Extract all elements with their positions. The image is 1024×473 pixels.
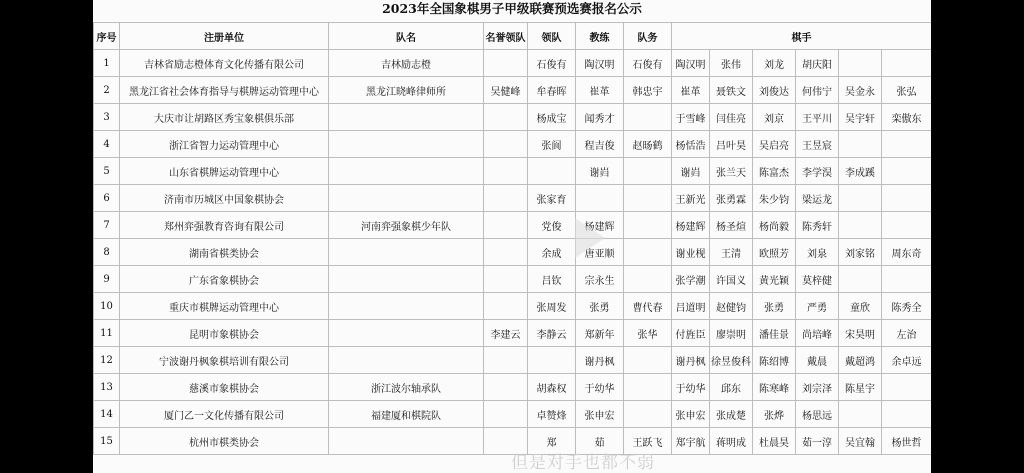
header-no: 序号 [94,23,120,50]
cell-coach [576,185,624,212]
cell-affairs: 张华 [624,320,672,347]
cell-player: 吴启亮 [753,131,796,158]
cell-affairs: 赵旸鹤 [624,131,672,158]
play-icon[interactable] [575,218,605,258]
cell-org: 吉林省励志橙体育文化传播有限公司 [120,50,329,77]
cell-no: 15 [94,428,120,455]
cell-org: 黑龙江省社会体育指导与棋牌运动管理中心 [120,77,329,104]
table-row [94,374,932,401]
table-row [94,77,932,104]
header-coach: 教练 [576,23,624,50]
cell-player: 周东奇 [882,239,932,266]
cell-team [329,158,484,185]
cell-affairs [624,401,672,428]
cell-coach: 陶汉明 [576,50,624,77]
header-org: 注册单位 [120,23,329,50]
cell-org: 大庆市让胡路区秀宝象棋俱乐部 [120,104,329,131]
cell-team [329,104,484,131]
table-row [94,50,932,77]
cell-no: 6 [94,185,120,212]
table-body [94,50,932,455]
table-row [94,347,932,374]
cell-player: 刘家铭 [839,239,882,266]
cell-team: 黑龙江晓峰律师所 [329,77,484,104]
cell-team [329,320,484,347]
cell-player: 于雪峰 [672,104,710,131]
cell-coach: 唐亚顺 [576,239,624,266]
cell-player: 陈富杰 [753,158,796,185]
cell-no: 5 [94,158,120,185]
cell-honorary-leader: 吴健峰 [484,77,528,104]
cell-affairs [624,239,672,266]
page-title: 2023年全国象棋男子甲级联赛预选赛报名公示 [382,1,642,16]
cell-player: 陈星宇 [839,374,882,401]
cell-player: 栾傲东 [882,104,932,131]
cell-honorary-leader [484,347,528,374]
cell-affairs [624,266,672,293]
cell-honorary-leader [484,239,528,266]
cell-player: 童欣 [839,293,882,320]
cell-org: 厦门乙一文化传播有限公司 [120,401,329,428]
cell-player: 陶汉明 [672,50,710,77]
cell-player: 戴晨 [796,347,839,374]
cell-leader [528,347,576,374]
cell-affairs: 曹代春 [624,293,672,320]
cell-player: 王清 [710,239,753,266]
cell-player: 杨建辉 [672,212,710,239]
cell-no: 1 [94,50,120,77]
table-header-row [94,23,932,50]
table-row [94,293,932,320]
cell-leader: 张阆 [528,131,576,158]
cell-player: 于幼华 [672,374,710,401]
cell-coach: 杨建辉 [576,212,624,239]
cell-coach: 张勇 [576,293,624,320]
cell-player: 李学淏 [796,158,839,185]
cell-team [329,185,484,212]
cell-honorary-leader [484,212,528,239]
cell-org: 重庆市棋牌运动管理中心 [120,293,329,320]
cell-no: 2 [94,77,120,104]
cell-org: 郑州弈强教育咨询有限公司 [120,212,329,239]
cell-player [839,401,882,428]
subtitle-watermark: 但是对手也都不弱 [511,453,655,473]
cell-player: 廖崇明 [710,320,753,347]
cell-player: 严勇 [796,293,839,320]
cell-player: 王平川 [796,104,839,131]
cell-honorary-leader [484,104,528,131]
cell-player: 吕道明 [672,293,710,320]
cell-player: 尚培峰 [796,320,839,347]
cell-player: 杨尚毅 [753,212,796,239]
cell-player: 张伟 [710,50,753,77]
cell-affairs [624,374,672,401]
cell-player: 王新光 [672,185,710,212]
cell-no: 13 [94,374,120,401]
registration-table [93,22,931,455]
cell-leader: 石俊有 [528,50,576,77]
cell-honorary-leader [484,374,528,401]
cell-player [882,374,932,401]
cell-player: 吴金永 [839,77,882,104]
cell-player [839,212,882,239]
cell-leader: 李静云 [528,320,576,347]
cell-player: 王昱宸 [796,131,839,158]
cell-player: 杨世哲 [882,428,932,455]
cell-player [882,185,932,212]
cell-player: 陈秀全 [882,293,932,320]
table-row [94,320,932,347]
cell-player: 吴宜翰 [839,428,882,455]
cell-honorary-leader [484,293,528,320]
table-row [94,131,932,158]
cell-player: 张弘 [882,77,932,104]
cell-team [329,347,484,374]
cell-team [329,131,484,158]
cell-player: 徐昱俊科 [710,347,753,374]
cell-affairs [624,185,672,212]
cell-player: 梁运龙 [796,185,839,212]
header-players: 棋手 [672,23,932,50]
cell-no: 7 [94,212,120,239]
cell-honorary-leader [484,266,528,293]
cell-player [882,401,932,428]
cell-player: 陈秀轩 [796,212,839,239]
cell-player: 宋昊明 [839,320,882,347]
cell-leader: 吕钦 [528,266,576,293]
cell-coach: 谢丹枫 [576,347,624,374]
cell-org: 慈溪市象棋协会 [120,374,329,401]
cell-leader [528,158,576,185]
cell-affairs: 石俊有 [624,50,672,77]
cell-player [882,158,932,185]
table-row [94,401,932,428]
cell-honorary-leader: 李建云 [484,320,528,347]
cell-coach: 程吉俊 [576,131,624,158]
cell-player: 李成蹊 [839,158,882,185]
cell-player: 许国义 [710,266,753,293]
cell-affairs [624,104,672,131]
cell-player: 张申宏 [672,401,710,428]
cell-player: 戴超鸿 [839,347,882,374]
cell-honorary-leader [484,185,528,212]
cell-team: 浙江波尔轴承队 [329,374,484,401]
cell-player: 付旌臣 [672,320,710,347]
cell-coach: 崔革 [576,77,624,104]
cell-team [329,293,484,320]
cell-leader: 杨成宝 [528,104,576,131]
cell-affairs: 王跃飞 [624,428,672,455]
cell-player: 张兰天 [710,158,753,185]
header-honorary-leader: 名誉领队 [484,23,528,50]
cell-no: 12 [94,347,120,374]
cell-player: 何伟宁 [796,77,839,104]
cell-team: 福建厦和棋院队 [329,401,484,428]
cell-team [329,266,484,293]
cell-player: 欧照芳 [753,239,796,266]
cell-player [839,185,882,212]
cell-affairs: 韩忠宇 [624,77,672,104]
cell-org: 宁波谢丹枫象棋培训有限公司 [120,347,329,374]
cell-leader: 张家育 [528,185,576,212]
cell-player: 莫梓健 [796,266,839,293]
cell-player: 刘宗泽 [796,374,839,401]
cell-player: 郑宇航 [672,428,710,455]
cell-coach: 张申宏 [576,401,624,428]
cell-org: 山东省棋牌运动管理中心 [120,158,329,185]
cell-player: 黄光颖 [753,266,796,293]
cell-player: 谢岿 [672,158,710,185]
cell-player: 刘龙 [753,50,796,77]
cell-no: 14 [94,401,120,428]
cell-player: 张学潮 [672,266,710,293]
cell-player: 陈寒峰 [753,374,796,401]
cell-no: 4 [94,131,120,158]
cell-player [839,266,882,293]
cell-org: 湖南省棋类协会 [120,239,329,266]
cell-player: 吴宇轩 [839,104,882,131]
cell-player: 张勇 [753,293,796,320]
cell-player: 谢业枧 [672,239,710,266]
cell-honorary-leader [484,50,528,77]
cell-team: 吉林励志橙 [329,50,484,77]
cell-player: 潘佳景 [753,320,796,347]
cell-player: 吕叶昊 [710,131,753,158]
cell-leader: 余成 [528,239,576,266]
cell-player: 邱东 [710,374,753,401]
cell-player [882,212,932,239]
cell-no: 10 [94,293,120,320]
cell-player: 刘泉 [796,239,839,266]
cell-player [839,131,882,158]
cell-player: 崔革 [672,77,710,104]
cell-player: 杨恬浩 [672,131,710,158]
cell-coach: 谢岿 [576,158,624,185]
cell-player [839,50,882,77]
document-sheet [93,0,931,473]
cell-no: 11 [94,320,120,347]
table-row [94,104,932,131]
cell-leader: 郑 [528,428,576,455]
cell-coach: 于幼华 [576,374,624,401]
cell-org: 昆明市象棋协会 [120,320,329,347]
cell-leader: 胡森权 [528,374,576,401]
table-row [94,266,932,293]
header-affairs: 队务 [624,23,672,50]
cell-player [882,131,932,158]
cell-coach: 郑新年 [576,320,624,347]
cell-affairs [624,158,672,185]
cell-team [329,239,484,266]
cell-leader: 牟春晖 [528,77,576,104]
cell-player: 赵健钧 [710,293,753,320]
cell-team: 河南弈强象棋少年队 [329,212,484,239]
cell-leader: 卓赞烽 [528,401,576,428]
cell-org: 浙江省智力运动管理中心 [120,131,329,158]
table-row [94,158,932,185]
cell-player: 胡庆阳 [796,50,839,77]
table-row [94,212,932,239]
cell-player: 张烨 [753,401,796,428]
cell-leader: 党俊 [528,212,576,239]
cell-player: 陈绍博 [753,347,796,374]
header-leader: 领队 [528,23,576,50]
cell-leader: 张周发 [528,293,576,320]
cell-team [329,428,484,455]
cell-honorary-leader [484,401,528,428]
cell-no: 8 [94,239,120,266]
cell-no: 9 [94,266,120,293]
cell-player: 左治 [882,320,932,347]
cell-coach: 闻秀才 [576,104,624,131]
table-row [94,185,932,212]
cell-player: 张成楚 [710,401,753,428]
cell-coach: 茹 [576,428,624,455]
cell-player [882,50,932,77]
table-row [94,239,932,266]
cell-player: 茹一淳 [796,428,839,455]
cell-player: 朱少钧 [753,185,796,212]
cell-player: 谢丹枫 [672,347,710,374]
cell-player: 张勇霖 [710,185,753,212]
cell-org: 济南市历城区中国象棋协会 [120,185,329,212]
header-team: 队名 [329,23,484,50]
cell-affairs [624,212,672,239]
cell-player: 余卓远 [882,347,932,374]
cell-player: 聂铁文 [710,77,753,104]
cell-player: 刘俊达 [753,77,796,104]
cell-affairs [624,347,672,374]
cell-player: 杨圣煊 [710,212,753,239]
cell-org: 广东省象棋协会 [120,266,329,293]
cell-player [882,266,932,293]
cell-player: 杨思远 [796,401,839,428]
cell-player: 刘京 [753,104,796,131]
cell-honorary-leader [484,158,528,185]
cell-org: 杭州市棋类协会 [120,428,329,455]
cell-honorary-leader [484,131,528,158]
cell-coach: 宗永生 [576,266,624,293]
cell-no: 3 [94,104,120,131]
cell-player: 蒋明成 [710,428,753,455]
cell-player: 闫佳亮 [710,104,753,131]
cell-player: 杜晨昊 [753,428,796,455]
